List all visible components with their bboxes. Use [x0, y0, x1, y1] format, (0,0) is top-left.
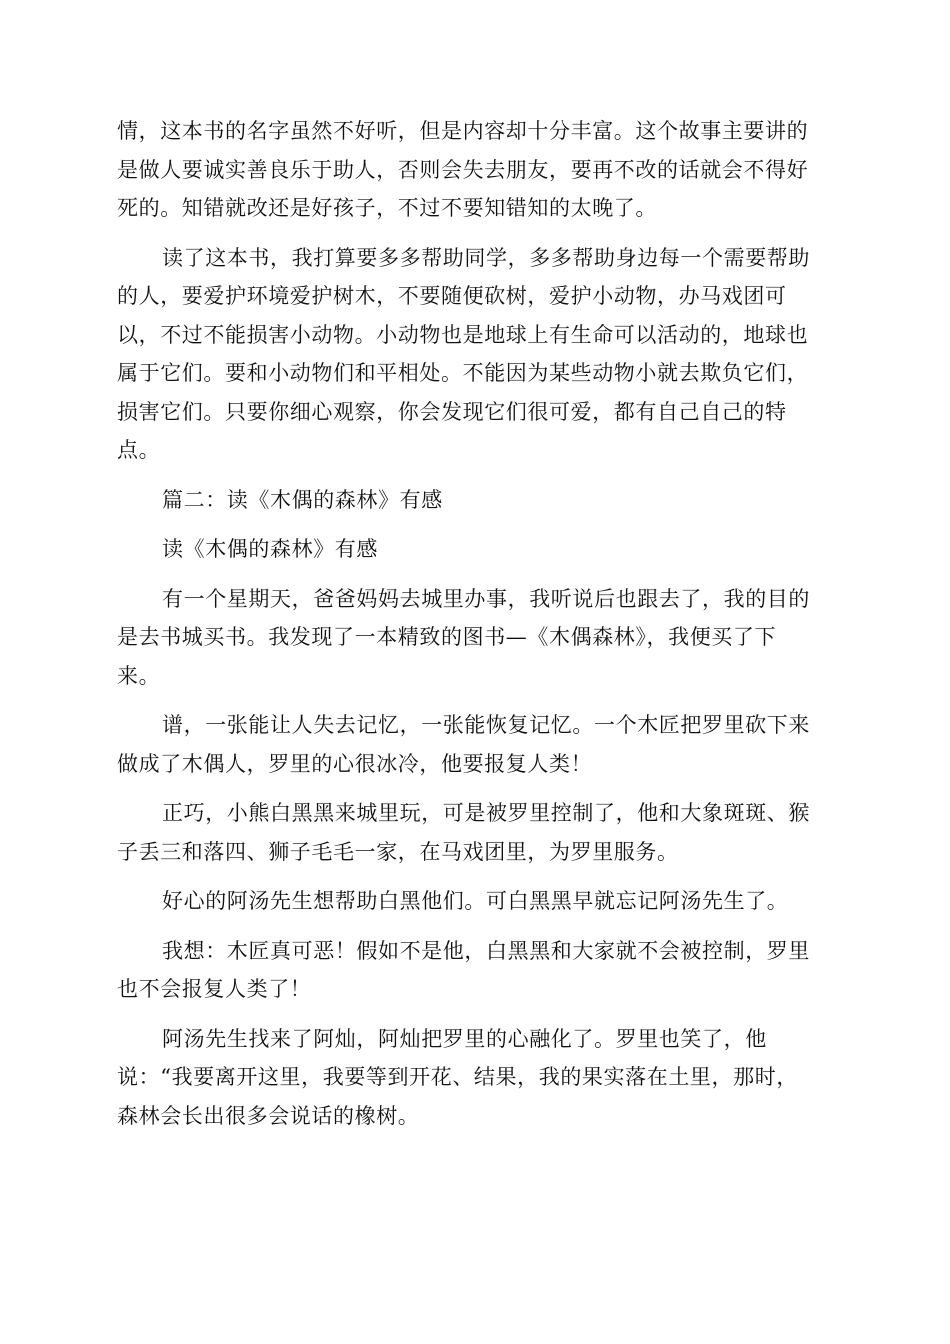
paragraph-10: [117, 1020, 833, 1136]
text-line: 读《木偶的森林》有感: [162, 537, 378, 561]
text-line: 森林会长出很多会说话的橡树。: [117, 1103, 420, 1128]
text-line: 谱，一张能让人失去记忆，一张能恢复记忆。一个木匠把罗里砍下来: [162, 713, 810, 737]
text-line: 说：“我要离开这里，我要等到开花、结果，我的果实落在土里，那时，: [117, 1065, 798, 1089]
text-line: 以，不过不能损害小动物。小动物也是地球上有生命可以活动的，地球也: [117, 322, 809, 347]
text-line: 来。: [117, 663, 161, 688]
document-body: [117, 112, 833, 1146]
article-title: [117, 530, 833, 569]
text-line: 损害它们。只要你细心观察，你会发现它们很可爱，都有自己自己的特: [117, 399, 787, 424]
paragraph-1: [117, 112, 833, 228]
text-line: 有一个星期天，爸爸妈妈去城里办事，我听说后也跟去了，我的目的: [162, 586, 810, 611]
text-line: 阿汤先生找来了阿灿，阿灿把罗里的心融化了。罗里也笑了，他: [162, 1026, 767, 1051]
paragraph-9: [117, 932, 833, 1009]
text-line: 的人，要爱护环境爱护树木，不要随便砍树，爱护小动物，办马戏团可: [117, 284, 787, 308]
text-line: 是去书城买书。我发现了一本精致的图书—《木偶森林》，我便买了下: [117, 625, 777, 649]
text-line: 好心的阿汤先生想帮助白黑他们。可白黑黑早就忘记阿汤先生了。: [162, 889, 789, 913]
text-line: 点。: [117, 438, 161, 462]
text-line: 做成了木偶人，罗里的心很冰冷，他要报复人类！: [117, 751, 593, 776]
text-line: 我想：木匠真可恶！假如不是他，白黑黑和大家就不会被控制，罗里: [162, 938, 810, 963]
paragraph-8: [117, 882, 833, 921]
text-line: 子丢三和落四、狮子毛毛一家，在马戏团里，为罗里服务。: [117, 839, 679, 864]
paragraph-2: [117, 239, 833, 470]
text-line: 读了这本书，我打算要多多帮助同学，多多帮助身边每一个需要帮助: [162, 245, 810, 270]
section-heading: [117, 481, 833, 520]
paragraph-7: [117, 794, 833, 871]
paragraph-5: [117, 580, 833, 696]
text-line: 情，这本书的名字虽然不好听，但是内容却十分丰富。这个故事主要讲的: [117, 119, 809, 143]
text-line: 死的。知错就改还是好孩子，不过不要知错知的太晚了。: [117, 196, 657, 220]
paragraph-6: [117, 706, 833, 783]
text-line: 篇二：读《木偶的森林》有感: [162, 487, 443, 512]
text-line: 也不会报复人类了！: [117, 977, 312, 1001]
text-line: 属于它们。要和小动物们和平相处。不能因为某些动物小就去欺负它们，: [117, 361, 809, 385]
text-line: 是做人要诚实善良乐于助人，否则会失去朋友，要再不改的话就会不得好: [117, 157, 809, 182]
text-line: 正巧，小熊白黑黑来城里玩，可是被罗里控制了，他和大象斑斑、猴: [162, 801, 810, 825]
